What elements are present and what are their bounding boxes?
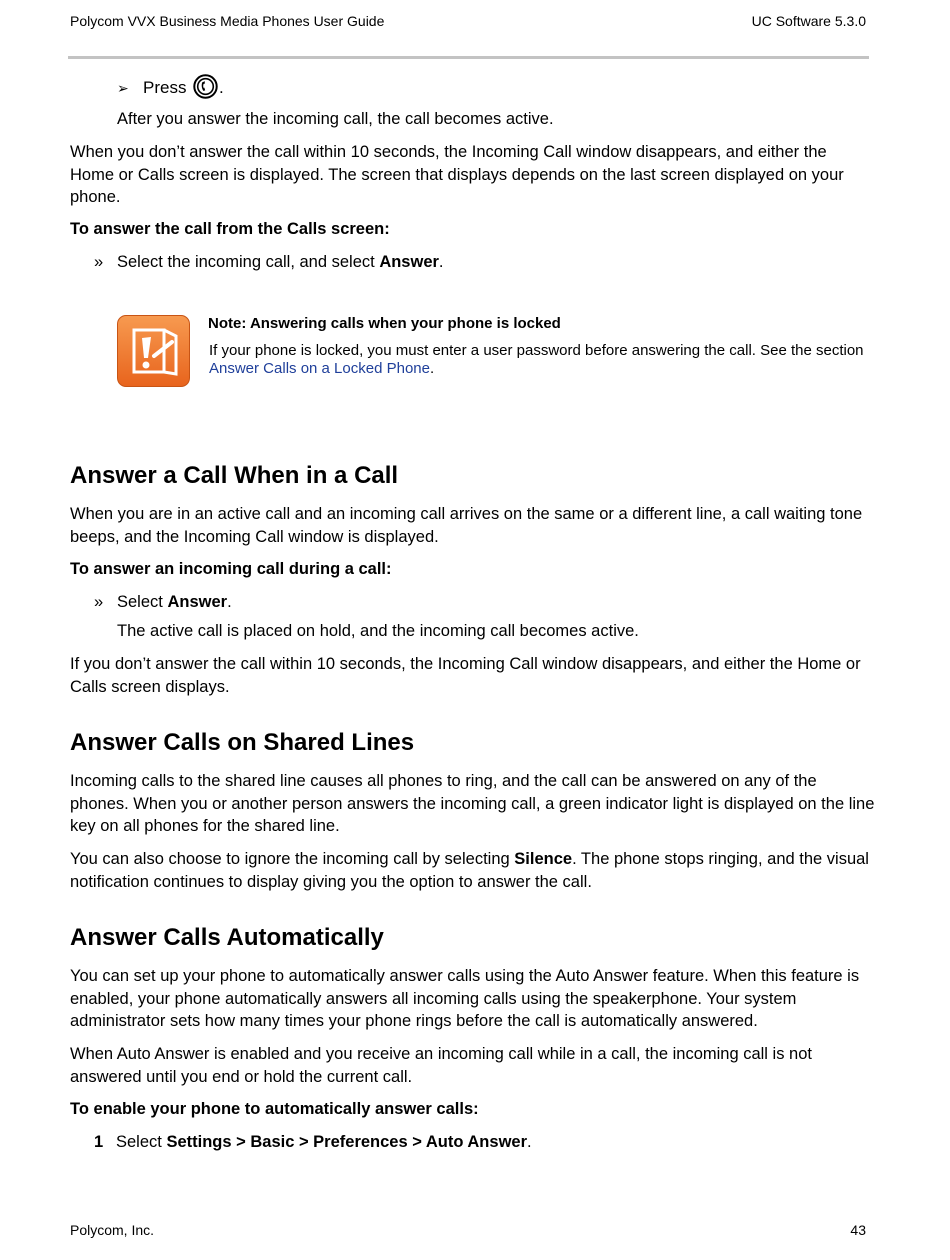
silence-term: Silence [514,850,573,868]
p2-rest: . The phone stops ringing, and the visual notification continues to display giving you the option to answer the call. [70,850,869,891]
no-answer-text: When you don’t answer the call within 10 seconds, the Incoming Call window disappears, and either the Home or Calls screen is displayed. The screen that displays depends on the last screen displayed on your phone. [70,143,844,206]
header-version: UC Software 5.3.0 [751,13,866,29]
menu-path: Settings > Basic > Preferences > Auto Answer [166,1133,527,1151]
in-call-heading: To answer an incoming call during a call: [70,560,392,578]
section-title-auto: Answer Calls Automatically [70,924,384,951]
step-end: . [527,1133,532,1151]
in-call-intro: When you are in an active call and an incoming call arrives on the same or a different line, a call waiting tone beeps, and the Incoming Call window is displayed. [70,505,863,546]
answer-term: Answer [379,253,439,271]
header-rule [68,56,869,59]
note-title: Note: Answering calls when your phone is locked [208,315,561,332]
step-number: 1 [94,1133,104,1151]
answer-term: Answer [167,593,228,611]
auto-p1: You can set up your phone to automatically answer calls using the Auto Answer feature. When this feature is enabled, your phone automatically answers all incoming calls using the speakerphone. Your system administrator sets how many times your phone rings before the call is automatically answered. [70,967,860,1030]
note-text [209,342,899,378]
header-title: Polycom VVX Business Media Phones User Guide [70,13,385,29]
note-icon [117,315,190,387]
press-end: . [219,78,224,97]
after-answer-text: After you answer the incoming call, the call becomes active. [117,110,554,128]
press-label: Press [143,78,187,97]
auto-step [116,1131,876,1154]
in-call-result: The active call is placed on hold, and the incoming call becomes active. [117,622,639,640]
step-text: Select [117,593,168,611]
bullet: » [94,253,104,271]
bullet: » [94,593,104,611]
auto-p2: When Auto Answer is enabled and you receive an incoming call while in a call, the incoming call is not answered until you end or hold the current call. [70,1045,812,1086]
in-call-step [117,591,877,614]
step-end: . [227,593,232,611]
shared-p1: Incoming calls to the shared line causes all phones to ring, and the call can be answered on any of the phones. When you or another person answers the incoming call, a green indicator light is displayed on the line key on all phones for the shared line. [70,772,875,835]
locked-phone-link[interactable]: Answer Calls on a Locked Phone [209,360,430,377]
in-call-no-answer: If you don’t answer the call within 10 seconds, the Incoming Call window disappears, and either the Home or Calls screen displays. [70,655,861,696]
calls-screen-step [117,251,877,274]
step-marker: ➢ [117,80,129,96]
calls-screen-heading: To answer the call from the Calls screen: [70,220,390,238]
section-title-in-call: Answer a Call When in a Call [70,462,399,489]
shared-p2 [70,848,875,893]
p2-text: You can also choose to ignore the incoming call by selecting [70,850,515,868]
step-text: Select [116,1133,167,1151]
step-text: Select the incoming call, and select [117,253,380,271]
note-end: . [429,360,435,377]
note-body: If your phone is locked, you must enter a user password before answering the call. See the section [209,342,864,359]
footer-company: Polycom, Inc. [70,1222,155,1238]
step-end: . [438,253,444,271]
auto-heading: To enable your phone to automatically answer calls: [70,1100,479,1118]
section-title-shared: Answer Calls on Shared Lines [70,729,415,756]
page-number: 43 [850,1222,866,1238]
phone-handset-icon [193,74,218,99]
